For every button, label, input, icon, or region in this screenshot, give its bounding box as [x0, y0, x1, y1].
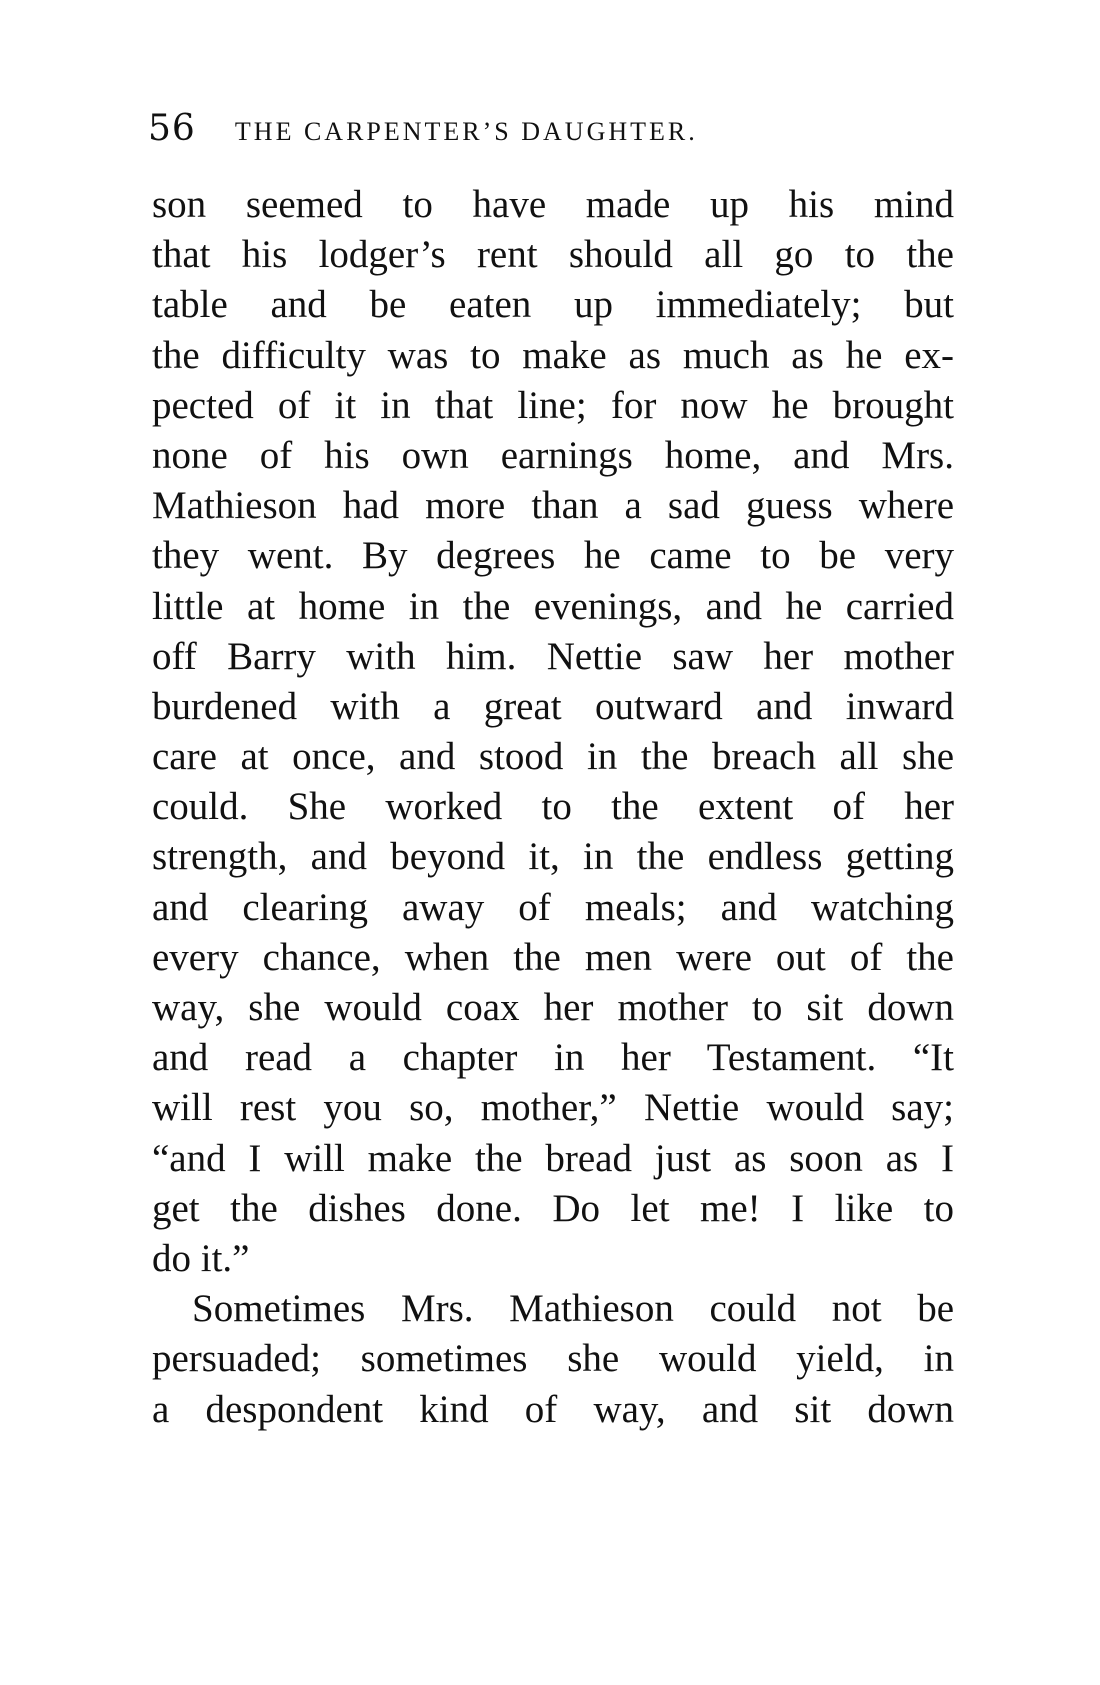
text-line: will rest you so, mother,” Nettie would say; — [152, 1086, 954, 1130]
text-line: little at home in the evenings, and he carried — [152, 584, 954, 628]
text-line: table and be eaten up immediately; but — [152, 283, 954, 327]
text-line: son seemed to have made up his mind — [152, 183, 954, 226]
text-line: care at once, and stood in the breach all she — [152, 735, 954, 779]
text-line: none of his own earnings home, and Mrs. — [152, 433, 954, 477]
text-line: burdened with a great outward and inward — [152, 684, 954, 728]
text-line: persuaded; sometimes she would yield, in — [152, 1337, 954, 1381]
text-line: way, she would coax her mother to sit down — [152, 986, 954, 1029]
text-line: a despondent kind of way, and sit down — [152, 1387, 954, 1431]
text-line: they went. By degrees he came to be very — [152, 534, 954, 578]
text-line: pected of it in that line; for now he brought — [152, 383, 954, 427]
text-line: that his lodger’s rent should all go to the — [152, 233, 954, 277]
text-line: every chance, when the men were out of the — [152, 935, 954, 979]
text-line: the difficulty was to make as much as he ex- — [152, 333, 954, 377]
text-line: and clearing away of meals; and watching — [152, 885, 954, 929]
text-line: off Barry with him. Nettie saw her mother — [152, 634, 954, 678]
text-line: and read a chapter in her Testament. “It — [152, 1036, 954, 1080]
text-line: Sometimes Mrs. Mathieson could not be — [192, 1287, 954, 1331]
page-header — [148, 108, 958, 156]
running-title: THE CARPENTER’S DAUGHTER. — [234, 117, 698, 146]
text-line: “and I will make the bread just as soon as I — [152, 1136, 954, 1180]
text-line: do it.” — [152, 1236, 250, 1280]
page-number: 56 — [148, 108, 196, 149]
text-line: strength, and beyond it, in the endless getting — [152, 835, 954, 879]
text-line: could. She worked to the extent of her — [152, 785, 954, 829]
text-line: get the dishes done. Do let me! I like to — [152, 1186, 954, 1230]
text-line: Mathieson had more than a sad guess where — [152, 484, 954, 528]
body-text — [152, 180, 954, 1435]
